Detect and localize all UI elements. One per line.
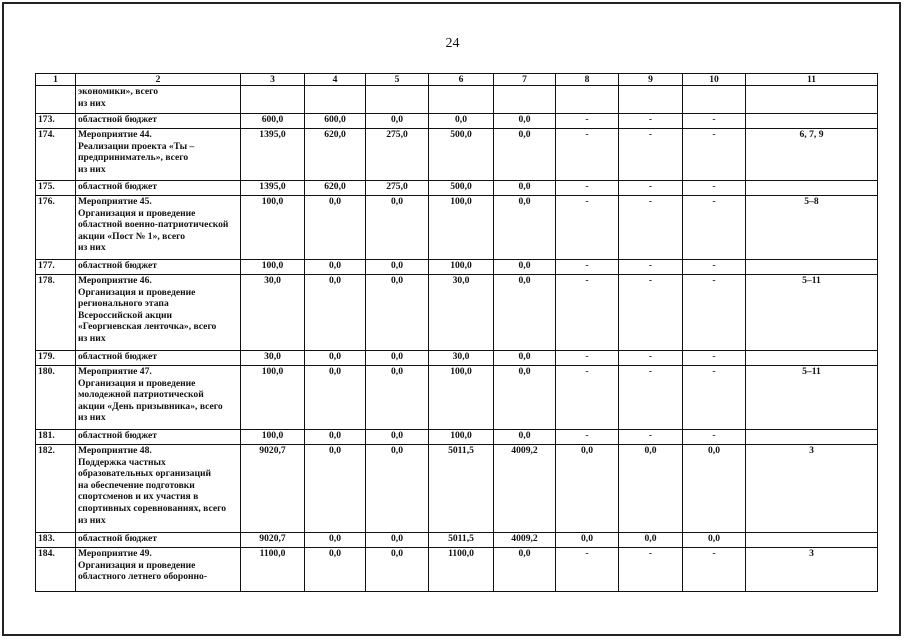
value-col-10: 0,0 (683, 445, 746, 533)
column-header: 1 (36, 74, 76, 86)
row-name: Мероприятие 45. Организация и проведение областной военно-патриотической акции «Пост № 1», всего из них (76, 196, 241, 260)
value-col-4: 0,0 (305, 275, 366, 351)
indicator-refs (746, 260, 878, 275)
value-col-4: 0,0 (305, 366, 366, 430)
value-col-6: 100,0 (429, 366, 494, 430)
value-col-4: 0,0 (305, 548, 366, 592)
value-col-8: - (556, 260, 619, 275)
value-col-8 (556, 86, 619, 114)
budget-table (35, 73, 878, 592)
row-number: 183. (36, 533, 76, 548)
row-number: 182. (36, 445, 76, 533)
value-col-10: - (683, 260, 746, 275)
table-row (36, 366, 878, 430)
value-col-9: - (619, 114, 683, 129)
value-col-8: - (556, 430, 619, 445)
value-col-4: 620,0 (305, 129, 366, 181)
indicator-refs: 5–8 (746, 196, 878, 260)
row-number: 179. (36, 351, 76, 366)
value-col-8: 0,0 (556, 533, 619, 548)
indicator-refs: 3 (746, 445, 878, 533)
value-col-4: 0,0 (305, 351, 366, 366)
indicator-refs: 6, 7, 9 (746, 129, 878, 181)
value-col-8: - (556, 366, 619, 430)
value-col-5: 0,0 (366, 366, 429, 430)
value-col-10: - (683, 275, 746, 351)
column-header: 6 (429, 74, 494, 86)
value-col-8: - (556, 275, 619, 351)
table-row (36, 351, 878, 366)
indicator-refs: 5–11 (746, 275, 878, 351)
row-number: 184. (36, 548, 76, 592)
table-row (36, 86, 878, 114)
row-number: 181. (36, 430, 76, 445)
value-col-10: - (683, 181, 746, 196)
value-col-8: 0,0 (556, 445, 619, 533)
value-col-3: 30,0 (241, 351, 305, 366)
value-col-10: - (683, 430, 746, 445)
value-col-10: - (683, 129, 746, 181)
value-col-6: 5011,5 (429, 445, 494, 533)
value-col-6: 0,0 (429, 114, 494, 129)
row-number: 176. (36, 196, 76, 260)
value-col-9: 0,0 (619, 533, 683, 548)
table-row (36, 129, 878, 181)
value-col-8: - (556, 129, 619, 181)
value-col-4: 0,0 (305, 430, 366, 445)
value-col-5: 0,0 (366, 548, 429, 592)
value-col-3 (241, 86, 305, 114)
row-name: областной бюджет (76, 430, 241, 445)
value-col-7: 0,0 (494, 129, 556, 181)
value-col-7: 4009,2 (494, 533, 556, 548)
row-name: Мероприятие 47. Организация и проведение молодежной патриотической акции «День призывника», всего из них (76, 366, 241, 430)
value-col-6: 1100,0 (429, 548, 494, 592)
value-col-9: 0,0 (619, 445, 683, 533)
value-col-6: 100,0 (429, 430, 494, 445)
value-col-6: 500,0 (429, 129, 494, 181)
value-col-6 (429, 86, 494, 114)
value-col-5: 275,0 (366, 129, 429, 181)
indicator-refs: 3 (746, 548, 878, 592)
row-number: 173. (36, 114, 76, 129)
row-name: экономики», всего из них (76, 86, 241, 114)
table-row (36, 430, 878, 445)
value-col-3: 9020,7 (241, 533, 305, 548)
column-header: 2 (76, 74, 241, 86)
value-col-9: - (619, 366, 683, 430)
page-number: 24 (445, 36, 460, 51)
column-header: 5 (366, 74, 429, 86)
value-col-10 (683, 86, 746, 114)
value-col-3: 1395,0 (241, 129, 305, 181)
value-col-5 (366, 86, 429, 114)
table-row (36, 114, 878, 129)
table-row (36, 260, 878, 275)
value-col-5: 275,0 (366, 181, 429, 196)
row-number: 180. (36, 366, 76, 430)
value-col-7: 0,0 (494, 260, 556, 275)
value-col-9: - (619, 430, 683, 445)
column-header: 10 (683, 74, 746, 86)
table-row (36, 196, 878, 260)
row-number (36, 86, 76, 114)
value-col-10: - (683, 366, 746, 430)
value-col-5: 0,0 (366, 260, 429, 275)
value-col-4: 620,0 (305, 181, 366, 196)
column-header: 4 (305, 74, 366, 86)
indicator-refs (746, 430, 878, 445)
value-col-5: 0,0 (366, 114, 429, 129)
value-col-10: - (683, 351, 746, 366)
value-col-7: 0,0 (494, 366, 556, 430)
row-name: областной бюджет (76, 181, 241, 196)
column-header: 8 (556, 74, 619, 86)
value-col-4: 600,0 (305, 114, 366, 129)
value-col-7: 0,0 (494, 351, 556, 366)
value-col-5: 0,0 (366, 430, 429, 445)
value-col-7: 0,0 (494, 181, 556, 196)
value-col-7: 0,0 (494, 114, 556, 129)
value-col-7: 0,0 (494, 275, 556, 351)
value-col-4: 0,0 (305, 533, 366, 548)
value-col-7: 0,0 (494, 430, 556, 445)
value-col-9: - (619, 129, 683, 181)
table-row (36, 445, 878, 533)
value-col-3: 100,0 (241, 366, 305, 430)
column-header: 3 (241, 74, 305, 86)
value-col-8: - (556, 181, 619, 196)
table-row (36, 275, 878, 351)
value-col-5: 0,0 (366, 445, 429, 533)
row-name: областной бюджет (76, 114, 241, 129)
table-row (36, 548, 878, 592)
value-col-9: - (619, 196, 683, 260)
row-name: Мероприятие 46. Организация и проведение регионального этапа Всероссийской акции «Георгиевская ленточка», всего из них (76, 275, 241, 351)
value-col-6: 100,0 (429, 260, 494, 275)
value-col-3: 1100,0 (241, 548, 305, 592)
column-header-row (36, 74, 878, 86)
value-col-9: - (619, 275, 683, 351)
row-name: Мероприятие 48. Поддержка частных образовательных организаций на обеспечение подготовки спортсменов и их участия в спортивных соревнованиях, всего из них (76, 445, 241, 533)
row-name: областной бюджет (76, 351, 241, 366)
column-header: 9 (619, 74, 683, 86)
value-col-9: - (619, 351, 683, 366)
value-col-3: 30,0 (241, 275, 305, 351)
value-col-7 (494, 86, 556, 114)
value-col-3: 9020,7 (241, 445, 305, 533)
value-col-10: 0,0 (683, 533, 746, 548)
value-col-6: 100,0 (429, 196, 494, 260)
value-col-4: 0,0 (305, 196, 366, 260)
value-col-3: 1395,0 (241, 181, 305, 196)
value-col-4: 0,0 (305, 445, 366, 533)
value-col-3: 100,0 (241, 260, 305, 275)
value-col-6: 500,0 (429, 181, 494, 196)
row-name: областной бюджет (76, 260, 241, 275)
value-col-10: - (683, 114, 746, 129)
value-col-8: - (556, 351, 619, 366)
value-col-8: - (556, 114, 619, 129)
indicator-refs (746, 114, 878, 129)
value-col-8: - (556, 196, 619, 260)
indicator-refs (746, 351, 878, 366)
row-name: областной бюджет (76, 533, 241, 548)
row-name: Мероприятие 44. Реализации проекта «Ты – предприниматель», всего из них (76, 129, 241, 181)
value-col-10: - (683, 196, 746, 260)
value-col-4 (305, 86, 366, 114)
indicator-refs (746, 181, 878, 196)
value-col-5: 0,0 (366, 351, 429, 366)
value-col-3: 100,0 (241, 430, 305, 445)
row-number: 178. (36, 275, 76, 351)
value-col-5: 0,0 (366, 533, 429, 548)
value-col-5: 0,0 (366, 196, 429, 260)
value-col-9 (619, 86, 683, 114)
indicator-refs (746, 86, 878, 114)
indicator-refs: 5–11 (746, 366, 878, 430)
value-col-5: 0,0 (366, 275, 429, 351)
table-row (36, 181, 878, 196)
column-header: 11 (746, 74, 878, 86)
column-header: 7 (494, 74, 556, 86)
row-number: 177. (36, 260, 76, 275)
value-col-4: 0,0 (305, 260, 366, 275)
indicator-refs (746, 533, 878, 548)
row-number: 175. (36, 181, 76, 196)
value-col-9: - (619, 548, 683, 592)
value-col-10: - (683, 548, 746, 592)
value-col-3: 600,0 (241, 114, 305, 129)
value-col-9: - (619, 260, 683, 275)
row-name: Мероприятие 49. Организация и проведение областного летнего оборонно- (76, 548, 241, 592)
value-col-7: 4009,2 (494, 445, 556, 533)
value-col-7: 0,0 (494, 196, 556, 260)
value-col-9: - (619, 181, 683, 196)
value-col-3: 100,0 (241, 196, 305, 260)
value-col-8: - (556, 548, 619, 592)
row-number: 174. (36, 129, 76, 181)
value-col-6: 5011,5 (429, 533, 494, 548)
table-row (36, 533, 878, 548)
value-col-6: 30,0 (429, 275, 494, 351)
value-col-6: 30,0 (429, 351, 494, 366)
value-col-7: 0,0 (494, 548, 556, 592)
